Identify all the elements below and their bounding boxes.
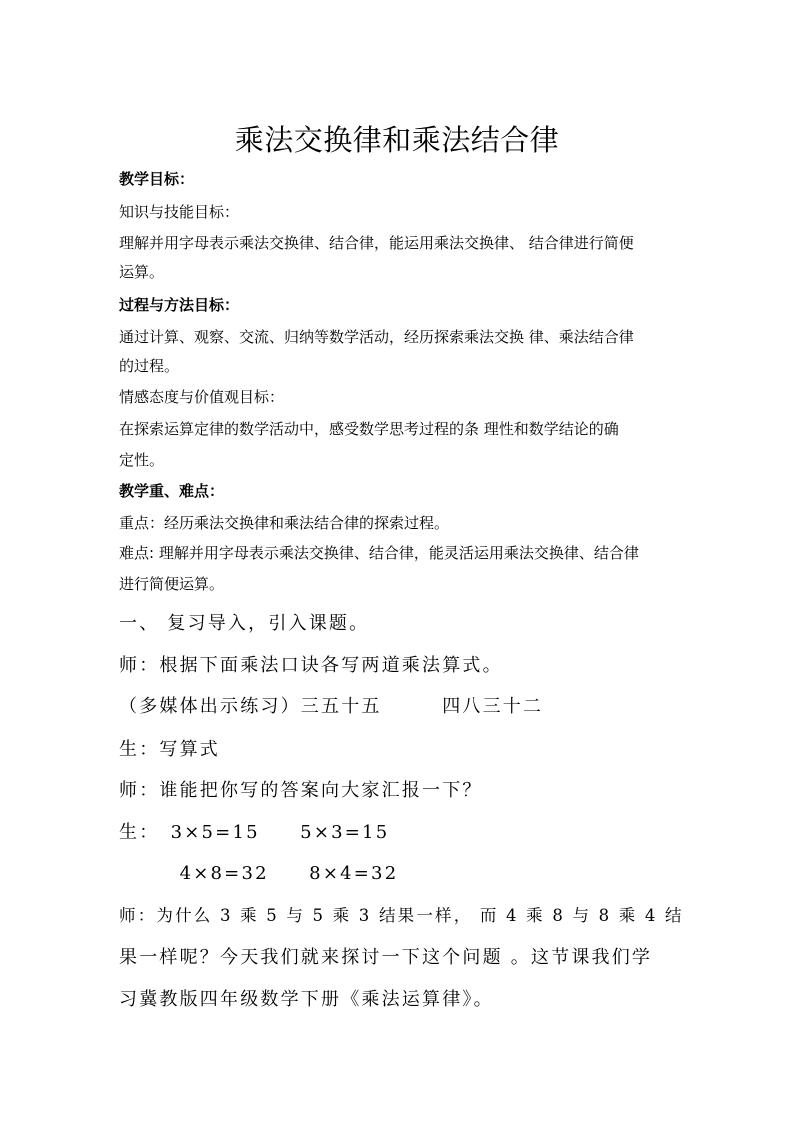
knowledge-text-line-2: 运算。: [119, 263, 165, 281]
teacher-line-2: 师：谁能把你写的答案向大家汇报一下？: [119, 780, 483, 801]
emotion-text-line-2: 定性。: [119, 451, 165, 469]
objectives-heading: 教学目标：: [119, 170, 195, 188]
difficult-point-line-1: 难点: 理解并用字母表示乘法交换律、结合律，能灵活运用乘法交换律、结合律: [119, 544, 639, 562]
process-text-line-1: 通过计算、观察、交流、归纳等数学活动，经历探索乘法交换 律、乘法结合律: [119, 328, 634, 346]
emotion-heading: 情感态度与价值观目标：: [119, 388, 285, 406]
teacher-line-3c: 习冀教版四年级数学下册《乘法运算律》。: [119, 989, 494, 1010]
student-answer-line-1: 生： 3×5=15 5×3=15: [119, 822, 390, 843]
process-text-line-2: 的过程。: [119, 357, 180, 375]
exercise-line: （多媒体出示练习）三五十五 四八三十二: [119, 696, 544, 717]
key-points-heading: 教学重、难点：: [119, 482, 225, 500]
knowledge-text-line-1: 理解并用字母表示乘法交换律、结合律，能运用乘法交换律、 结合律进行简便: [119, 234, 634, 252]
key-point-text: 重点：经历乘法交换律和乘法结合律的探索过程。: [119, 514, 450, 532]
process-heading: 过程与方法目标：: [119, 296, 240, 314]
student-line-1: 生：写算式: [119, 739, 220, 760]
teacher-line-3b: 果一样呢？今天我们就来探讨一下这个问题 。这节课我们学: [119, 947, 653, 968]
student-answer-line-2: 4×8=32 8×4=32: [119, 863, 399, 884]
emotion-text-line-1: 在探索运算定律的数学活动中，感受数学思考过程的条 理性和数学结论的确: [119, 420, 619, 438]
teacher-line-3a: 师：为什么 3 乘 5 与 5 乘 3 结果一样， 而 4 乘 8 与 8 乘 4 结: [119, 906, 684, 925]
section-heading-review: 一、 复习导入，引入课题。: [119, 613, 370, 634]
knowledge-heading: 知识与技能目标：: [119, 203, 240, 221]
difficult-point-line-2: 进行简便运算。: [119, 575, 225, 593]
teacher-line-1: 师：根据下面乘法口诀各写两道乘法算式。: [119, 655, 503, 676]
page-title: 乘法交换律和乘法结合律: [234, 123, 560, 157]
